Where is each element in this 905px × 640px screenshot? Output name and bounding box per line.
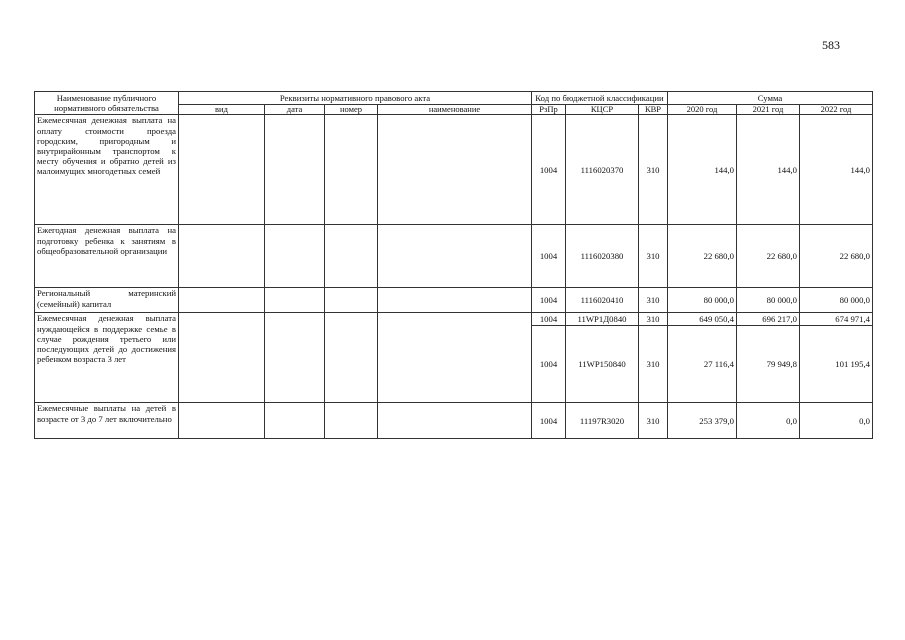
table-row xyxy=(35,288,873,313)
obligation-name: Ежемесячная денежная выплата на оплату стоимости проезда городским, пригородным и внутрирайонным транспортом к месту обучения и обратно детей из малоимущих многодетных семей xyxy=(35,115,179,225)
cell-data xyxy=(265,313,325,403)
cell-2021: 80 000,0 xyxy=(737,288,800,313)
cell-rzpr: 1004 xyxy=(532,225,566,288)
subheader-2021: 2021 год xyxy=(737,105,800,115)
table-row xyxy=(35,313,873,326)
cell-kcsr: 1116020410 xyxy=(566,288,639,313)
cell-naimenovanie xyxy=(378,115,532,225)
cell-kcsr: 1116020380 xyxy=(566,225,639,288)
cell-rzpr: 1004 xyxy=(532,288,566,313)
cell-2020: 22 680,0 xyxy=(668,225,737,288)
obligation-name: Ежегодная денежная выплата на подготовку ребенка к занятиям в общеобразовательной организации xyxy=(35,225,179,288)
cell-nomer xyxy=(325,288,378,313)
cell-vid xyxy=(179,403,265,439)
header-name: Наименование публичного нормативного обязательства xyxy=(35,92,179,115)
cell-rzpr: 1004 xyxy=(532,326,566,403)
subheader-nomer: номер xyxy=(325,105,378,115)
cell-rzpr: 1004 xyxy=(532,115,566,225)
cell-2021: 0,0 xyxy=(737,403,800,439)
header-row xyxy=(35,92,873,105)
subheader-naimenovanie: наименование xyxy=(378,105,532,115)
cell-nomer xyxy=(325,115,378,225)
cell-kcsr: 11WP150840 xyxy=(566,326,639,403)
cell-vid xyxy=(179,313,265,403)
cell-2021: 22 680,0 xyxy=(737,225,800,288)
cell-vid xyxy=(179,225,265,288)
cell-2020: 27 116,4 xyxy=(668,326,737,403)
obligation-name: Региональный материнский (семейный) капитал xyxy=(35,288,179,313)
cell-data xyxy=(265,115,325,225)
cell-2020: 649 050,4 xyxy=(668,313,737,326)
subheader-kcsr: КЦСР xyxy=(566,105,639,115)
cell-2022: 22 680,0 xyxy=(800,225,873,288)
cell-data xyxy=(265,288,325,313)
cell-naimenovanie xyxy=(378,403,532,439)
cell-2022: 101 195,4 xyxy=(800,326,873,403)
subheader-data: дата xyxy=(265,105,325,115)
cell-nomer xyxy=(325,403,378,439)
header-sum: Сумма xyxy=(668,92,873,105)
obligation-name: Ежемесячная денежная выплата нуждающейся в поддержке семье в случае рождения третьего или последующих детей до достижения ребенком возраста 3 лет xyxy=(35,313,179,403)
cell-rzpr: 1004 xyxy=(532,313,566,326)
cell-2022: 674 971,4 xyxy=(800,313,873,326)
cell-2022: 80 000,0 xyxy=(800,288,873,313)
cell-naimenovanie xyxy=(378,288,532,313)
cell-kvr: 310 xyxy=(639,403,668,439)
cell-kvr: 310 xyxy=(639,115,668,225)
cell-kcsr: 11WP1Д0840 xyxy=(566,313,639,326)
cell-kcsr: 1116020370 xyxy=(566,115,639,225)
cell-naimenovanie xyxy=(378,225,532,288)
cell-2020: 253 379,0 xyxy=(668,403,737,439)
cell-kcsr: 11197R3020 xyxy=(566,403,639,439)
cell-2021: 144,0 xyxy=(737,115,800,225)
subheader-vid: вид xyxy=(179,105,265,115)
cell-kvr: 310 xyxy=(639,225,668,288)
cell-2021: 79 949,8 xyxy=(737,326,800,403)
obligations-table xyxy=(34,91,873,439)
subheader-kvr: КВР xyxy=(639,105,668,115)
cell-kvr: 310 xyxy=(639,288,668,313)
cell-data xyxy=(265,225,325,288)
cell-naimenovanie xyxy=(378,313,532,403)
subheader-2020: 2020 год xyxy=(668,105,737,115)
cell-kvr: 310 xyxy=(639,326,668,403)
cell-kvr: 310 xyxy=(639,313,668,326)
header-budget-code: Код по бюджетной классификации xyxy=(532,92,668,105)
page-number: 583 xyxy=(822,38,840,52)
cell-nomer xyxy=(325,313,378,403)
table-row xyxy=(35,403,873,439)
cell-rzpr: 1004 xyxy=(532,403,566,439)
cell-2020: 80 000,0 xyxy=(668,288,737,313)
cell-2022: 0,0 xyxy=(800,403,873,439)
cell-vid xyxy=(179,115,265,225)
table-row xyxy=(35,115,873,225)
cell-data xyxy=(265,403,325,439)
table-row xyxy=(35,225,873,288)
cell-vid xyxy=(179,288,265,313)
header-requisites: Реквизиты нормативного правового акта xyxy=(179,92,532,105)
cell-nomer xyxy=(325,225,378,288)
subheader-2022: 2022 год xyxy=(800,105,873,115)
subheader-rzpr: РзПр xyxy=(532,105,566,115)
obligation-name: Ежемесячные выплаты на детей в возрасте от 3 до 7 лет включительно xyxy=(35,403,179,439)
cell-2021: 696 217,0 xyxy=(737,313,800,326)
cell-2020: 144,0 xyxy=(668,115,737,225)
cell-2022: 144,0 xyxy=(800,115,873,225)
